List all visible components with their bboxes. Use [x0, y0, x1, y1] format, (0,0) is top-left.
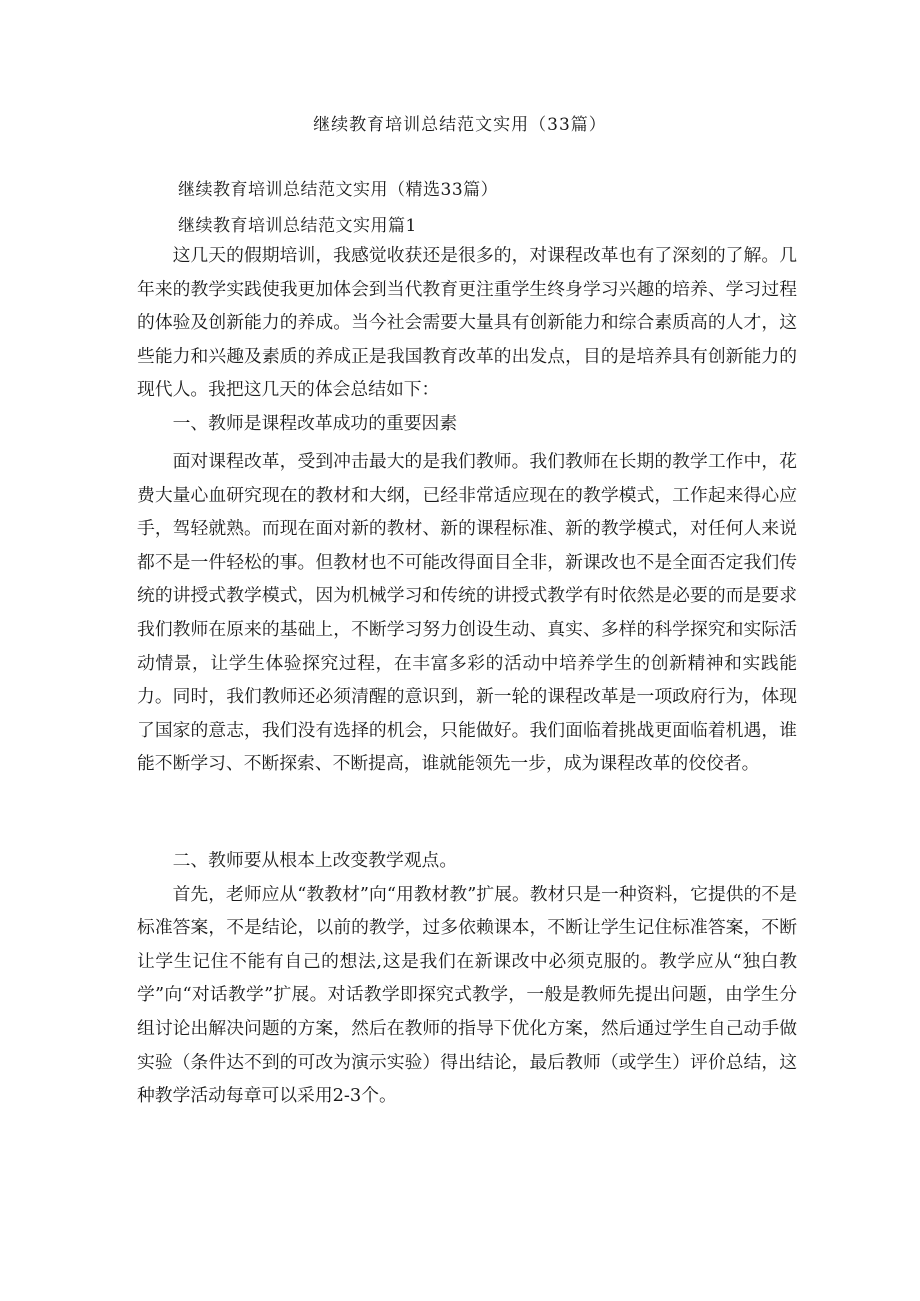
heading-two: 二、教师要从根本上改变教学观点。 [172, 850, 458, 871]
section-one-block [137, 445, 797, 781]
section-two-paragraph: 首先，老师应从“教教材”向“用教材教”扩展。教材只是一种资料，它提供的不是标准答案，不是结论，以前的教学，过多依赖课本，不断让学生记住标准答案，不断让学生记住不能有自己的想法,这是我们在新课改中必须克服的。教学应从“独白教学”向“对话教学”扩展。对话教学即探究式教学，一般是教师先提出问题，由学生分组讨论出解决问题的方案，然后在教师的指导下优化方案，然后通过学生自己动手做实验（条件达不到的可改为演示实验）得出结论，最后教师（或学生）评价总结，这种教学活动每章可以采用2-3个。 [137, 883, 797, 1107]
document-title: 继续教育培训总结范文实用（33篇） [313, 115, 607, 135]
section-two-block [137, 844, 797, 1113]
section-one-paragraph: 面对课程改革，受到冲击最大的是我们教师。我们教师在长期的教学工作中，花费大量心血研究现在的教材和大纲，已经非常适应现在的教学模式，工作起来得心应手，驾轻就熟。而现在面对新的教材、新的课程标准、新的教学模式，对任何人来说都不是一件轻松的事。但教材也不可能改得面目全非，新课改也不是全面否定我们传统的讲授式教学模式，因为机械学习和传统的讲授式教学有时依然是必要的而是要求我们教师在原来的基础上，不断学习努力创设生动、真实、多样的科学探究和实际活动情景，让学生体验探究过程，在丰富多彩的活动中培养学生的创新精神和实践能力。同时，我们教师还必须清醒的意识到，新一轮的课程改革是一项政府行为，体现了国家的意志，我们没有选择的机会，只能做好。我们面临着挑战更面临着机遇，谁能不断学习、不断探索、不断提高，谁就能领先一步，成为课程改革的佼佼者。 [137, 451, 797, 775]
document-subtitle: 继续教育培训总结范文实用（精选33篇） [178, 180, 499, 200]
section-title: 继续教育培训总结范文实用篇1 [178, 216, 417, 236]
intro-block [137, 239, 797, 441]
heading-one: 一、教师是课程改革成功的重要因素 [172, 412, 458, 434]
intro-paragraph: 这几天的假期培训，我感觉收获还是很多的，对课程改革也有了深刻的了解。几年来的教学实践使我更加体会到当代教育更注重学生终身学习兴趣的培养、学习过程的体验及创新能力的养成。当今社会需要大量具有创新能力和综合素质高的人才，这些能力和兴趣及素质的养成正是我国教育改革的出发点，目的是培养具有创新能力的现代人。我把这几天的体会总结如下： [137, 245, 797, 401]
